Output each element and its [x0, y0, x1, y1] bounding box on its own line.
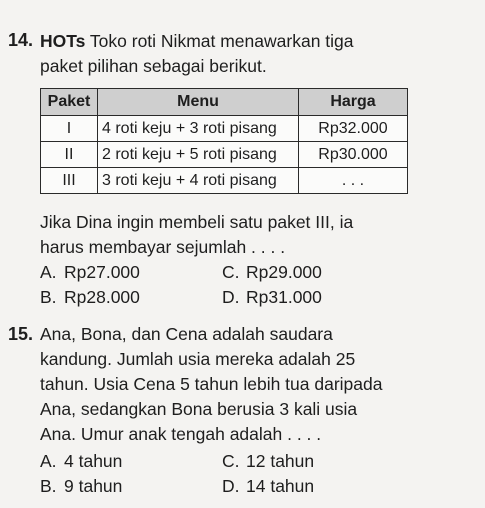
table-cell: I: [41, 116, 98, 142]
option-d[interactable]: [222, 287, 322, 308]
option-text: 14 tahun: [246, 476, 315, 496]
option-label: C.: [222, 262, 240, 282]
question-text: Toko roti Nikmat menawarkan tiga: [89, 31, 354, 51]
table-cell: 4 roti keju + 3 roti pisang: [98, 116, 299, 142]
table-row: [41, 116, 408, 142]
option-text: 12 tahun: [246, 451, 315, 471]
question-number: 14.: [8, 30, 34, 50]
table-row: [41, 142, 408, 168]
table-cell: II: [41, 142, 98, 168]
table-row: [41, 168, 408, 194]
option-label: A.: [40, 451, 57, 471]
option-b[interactable]: [40, 287, 140, 308]
table-header: Harga: [299, 89, 408, 116]
question-15-line-4: Ana, sedangkan Bona berusia 3 kali usia: [40, 399, 358, 419]
question-number: 15.: [8, 324, 34, 344]
option-b[interactable]: [40, 476, 122, 497]
table-cell: 3 roti keju + 4 roti pisang: [98, 168, 299, 194]
table-cell: 2 roti keju + 5 roti pisang: [98, 142, 299, 168]
option-text: 9 tahun: [64, 476, 123, 496]
table-header-row: [41, 89, 408, 116]
hots-badge-text: HOTs: [40, 31, 86, 51]
option-a[interactable]: [40, 262, 140, 283]
table-cell: . . .: [299, 168, 408, 194]
option-c[interactable]: [222, 262, 322, 283]
table-cell: III: [41, 168, 98, 194]
option-text: Rp29.000: [246, 262, 322, 282]
table-header: Menu: [98, 89, 299, 116]
question-15-line-2: kandung. Jumlah usia mereka adalah 25: [40, 349, 356, 369]
question-14-line-2: paket pilihan sebagai berikut.: [40, 56, 267, 76]
option-d[interactable]: [222, 476, 314, 497]
question-15-line-1: Ana, Bona, dan Cena adalah saudara: [40, 324, 333, 344]
question-14-line-1: [40, 31, 354, 52]
option-label: D.: [222, 287, 240, 307]
option-text: 4 tahun: [64, 451, 123, 471]
question-14-line-3: Jika Dina ingin membeli satu paket III, ia: [40, 212, 354, 232]
question-15-line-5: Ana. Umur anak tengah adalah . . . .: [40, 424, 322, 444]
package-table: [40, 88, 408, 194]
table-cell: Rp32.000: [299, 116, 408, 142]
option-text: Rp31.000: [246, 287, 322, 307]
question-14-line-4: harus membayar sejumlah . . . .: [40, 237, 286, 257]
option-label: A.: [40, 262, 57, 282]
option-text: Rp28.000: [64, 287, 140, 307]
option-label: D.: [222, 476, 240, 496]
option-c[interactable]: [222, 451, 314, 472]
option-label: B.: [40, 287, 57, 307]
option-text: Rp27.000: [64, 262, 140, 282]
hots-badge: [40, 31, 85, 51]
option-label: B.: [40, 476, 57, 496]
option-a[interactable]: [40, 451, 122, 472]
table-cell: Rp30.000: [299, 142, 408, 168]
table-header: Paket: [41, 89, 98, 116]
option-label: C.: [222, 451, 240, 471]
question-15-line-3: tahun. Usia Cena 5 tahun lebih tua daripada: [40, 374, 383, 394]
